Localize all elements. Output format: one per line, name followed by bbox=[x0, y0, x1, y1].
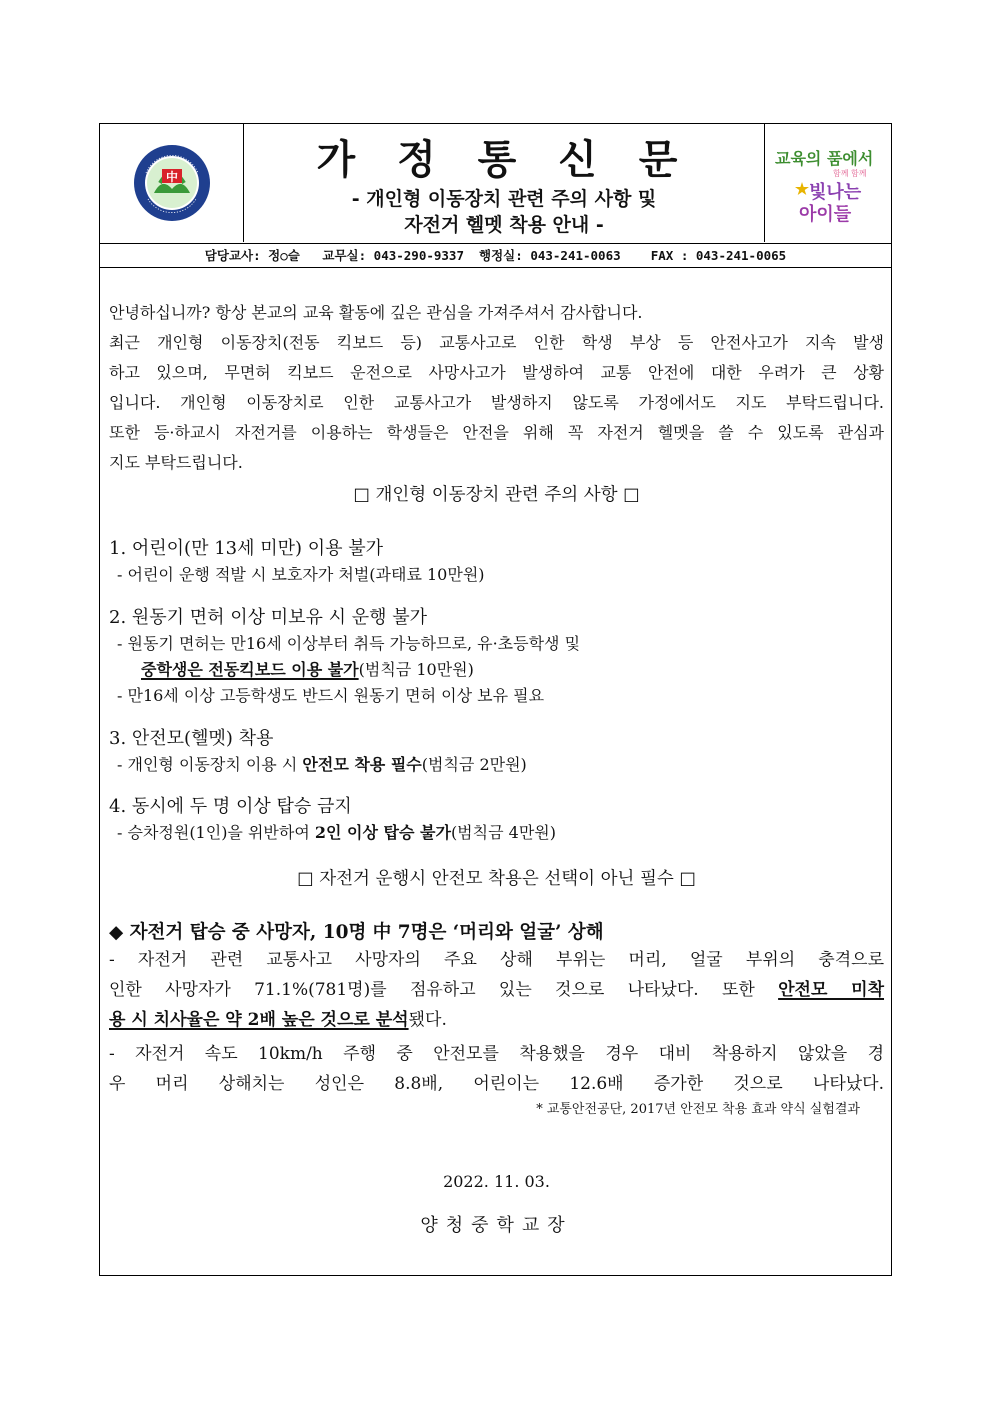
section2-p1-line2-bold: 안전모 미착 bbox=[778, 980, 885, 1000]
item1-line1: - 어린이 운행 적발 시 보호자가 처벌(과태료 10만원) bbox=[117, 565, 485, 584]
section2-p1-line2-pre: 인한 사망자가 71.1%(781명)를 점유하고 있는 것으로 나타났다. 또한 bbox=[109, 980, 779, 1000]
section2-p1-line3 bbox=[109, 1005, 884, 1035]
section1-heading: □ 개인형 이동장치 관련 주의 사항 □ bbox=[353, 485, 640, 505]
item4-line1-post: (범칙금 4만원) bbox=[450, 823, 556, 842]
signer: 양청중학교장 bbox=[420, 1215, 573, 1236]
school-logo-cell bbox=[100, 124, 244, 242]
section2-p2-line2: 우 머리 상해치는 성인은 8.8배, 어린이는 12.6배 증가한 것으로 나타났다. bbox=[109, 1074, 884, 1094]
item4-title: 4. 동시에 두 명 이상 탑승 금지 bbox=[109, 796, 352, 817]
item4-line1 bbox=[117, 820, 556, 846]
contact-info: 담당교사: 정○슬 교무실: 043-290-9337 행정실: 043-241-0063 FAX : 043-241-0065 bbox=[100, 244, 891, 268]
intro-line-3: 하고 있으며, 무면허 킥보드 운전으로 사망사고가 발생하여 교통 안전에 대한 우려가 큰 상황 bbox=[109, 363, 884, 382]
slogan-line-2: 빛나는 bbox=[809, 182, 862, 203]
intro-line-1: 안녕하십니까? 항상 본교의 교육 활동에 깊은 관심을 가져주셔서 감사합니다. bbox=[109, 303, 643, 322]
section2-p1-line2 bbox=[109, 975, 884, 1005]
intro-line-6: 지도 부탁드립니다. bbox=[109, 453, 243, 472]
subtitle-line-2: 자전거 헬멧 착용 안내 - bbox=[404, 214, 604, 236]
item2-line2-rest: (범칙금 10만원) bbox=[358, 660, 474, 679]
bullet-title: ◆ 자전거 탑승 중 사망자, 10명 中 7명은 ‘머리와 얼굴’ 상해 bbox=[109, 922, 604, 943]
title-cell bbox=[244, 124, 764, 242]
intro-line-5: 또한 등·하교시 자전거를 이용하는 학생들은 안전을 위해 꼭 자전거 헬멧을 쓸 수 있도록 관심과 bbox=[109, 423, 884, 442]
item2-line3: - 만16세 이상 고등학생도 반드시 원동기 면허 이상 보유 필요 bbox=[117, 686, 545, 705]
intro-line-4: 입니다. 개인형 이동장치로 인한 교통사고가 발생하지 않도록 가정에서도 지도 부탁드립니다. bbox=[109, 393, 884, 412]
intro-line-2: 최근 개인형 이동장치(전동 킥보드 등) 교통사고로 인한 학생 부상 등 안전사고가 지속 발생 bbox=[109, 333, 884, 352]
star-icon bbox=[795, 182, 809, 196]
item3-line1-pre: - 개인형 이동장치 이용 시 bbox=[117, 755, 303, 774]
source-note: * 교통안전공단, 2017년 안전모 착용 효과 약식 실험결과 bbox=[536, 1102, 860, 1117]
document-subtitle bbox=[244, 186, 764, 238]
item3-line1 bbox=[117, 752, 527, 778]
item3-line1-post: (범칙금 2만원) bbox=[421, 755, 527, 774]
section2-heading: □ 자전거 운행시 안전모 착용은 선택이 아닌 필수 □ bbox=[297, 869, 696, 889]
item2-line2 bbox=[141, 657, 474, 683]
section2-p1-line3-bold: 용 시 치사율은 약 2배 높은 것으로 분석 bbox=[109, 1010, 409, 1030]
subtitle-line-1: - 개인형 이동장치 관련 주의 사항 및 bbox=[351, 188, 657, 210]
document-date: 2022. 11. 03. bbox=[443, 1172, 550, 1191]
section2-p1-line1: - 자전거 관련 교통사고 사망자의 주요 상해 부위는 머리, 얼굴 부위의 충격으로 bbox=[109, 950, 884, 970]
document-title: 가 정 통 신 문 bbox=[316, 136, 692, 183]
item2-title: 2. 원동기 면허 이상 미보유 시 운행 불가 bbox=[109, 607, 428, 628]
item4-line1-bold: 2인 이상 탑승 불가 bbox=[314, 823, 451, 842]
item3-line1-bold: 안전모 착용 필수 bbox=[302, 755, 422, 774]
slogan-logo bbox=[764, 124, 891, 242]
header bbox=[100, 124, 891, 244]
svg-text:中: 中 bbox=[165, 170, 179, 184]
item2-line1: - 원동기 면허는 만16세 이상부터 취득 가능하므로, 유·초등학생 및 bbox=[117, 634, 581, 653]
slogan-small: 함께 함께 bbox=[833, 169, 867, 178]
slogan-line-3: 아이들 bbox=[799, 204, 852, 225]
section2-p1-line3-post: 됐다. bbox=[408, 1010, 447, 1030]
document-frame bbox=[99, 123, 892, 1276]
section2-p2-line1: - 자전거 속도 10km/h 주행 중 안전모를 착용했을 경우 대비 착용하지 않았을 경 bbox=[109, 1044, 884, 1064]
item3-title: 3. 안전모(헬멧) 착용 bbox=[109, 728, 274, 749]
item1-title: 1. 어린이(만 13세 미만) 이용 불가 bbox=[109, 538, 383, 559]
school-emblem-icon bbox=[132, 143, 212, 223]
item4-line1-pre: - 승차정원(1인)을 위반하여 bbox=[117, 823, 315, 842]
slogan-line-1: 교육의 품에서 bbox=[775, 149, 874, 168]
item2-line2-bold: 중학생은 전동킥보드 이용 불가 bbox=[141, 660, 359, 679]
